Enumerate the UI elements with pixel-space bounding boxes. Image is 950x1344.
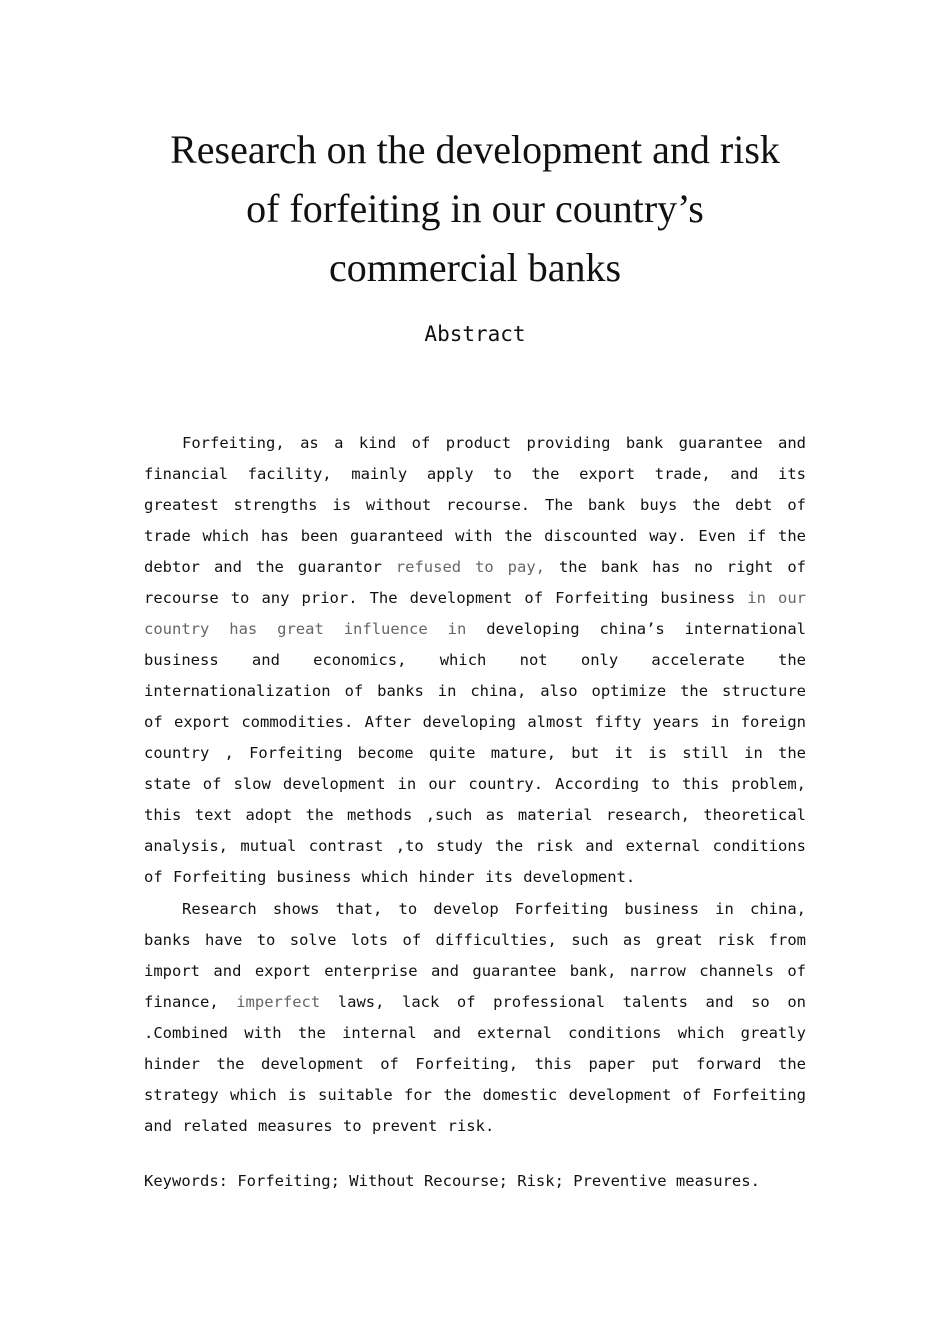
abstract-paragraph-1 [144,428,806,893]
paragraph-1-text-c: developing china’s international business and economics, which not only accelerate the internationalization of banks in china, also optimize the structure of export commodities. After developing almost fifty years in foreign country , Forfeiting become quite mature, but it is still in the state of slow development in our country. According to this problem, this text adopt the methods ,such as material research, theoretical analysis, mutual contrast ,to study the risk and external conditions of Forfeiting business which hinder its development. [144,620,806,886]
title-line-1: Research on the development and risk [170,127,780,172]
paragraph-1-text-b: the bank has no right of recourse to any prior. The development of Forfeiting business [144,558,807,607]
title-line-3: commercial banks [328,245,622,290]
abstract-paragraph-2 [144,894,806,1142]
document-title [100,120,850,297]
paragraph-2-muted-a: imperfect [236,993,321,1011]
keywords-line: Keywords: Forfeiting; Without Recourse; Risk; Preventive measures. [144,1172,760,1190]
paragraph-1-muted-a: refused to pay, [395,558,545,576]
paragraph-1-text-a: Forfeiting, as a kind of product providing bank guarantee and financial facility, mainly apply to the export trade, and its greatest strengths is without recourse. The bank buys the debt of trade which has been guaranteed with the discounted way. Even if the debtor and the guarantor [144,434,806,576]
paragraph-2-text-a: Research shows that, to develop Forfeiting business in china, banks have to solve lots of difficulties, such as great risk from import and export enterprise and guarantee bank, narrow channels of finance, [144,900,806,1011]
abstract-heading: Abstract [424,322,526,346]
paragraph-2-text-b: laws, lack of professional talents and so on .Combined with the internal and external conditions which greatly hinder the development of Forfeiting, this paper put forward the strategy which is suitable for the domestic development of Forfeiting and related measures to prevent risk. [144,993,806,1135]
paragraph-1-muted-b: in our country has great influence in [144,589,806,638]
title-line-2: of forfeiting in our country’s [246,186,704,231]
